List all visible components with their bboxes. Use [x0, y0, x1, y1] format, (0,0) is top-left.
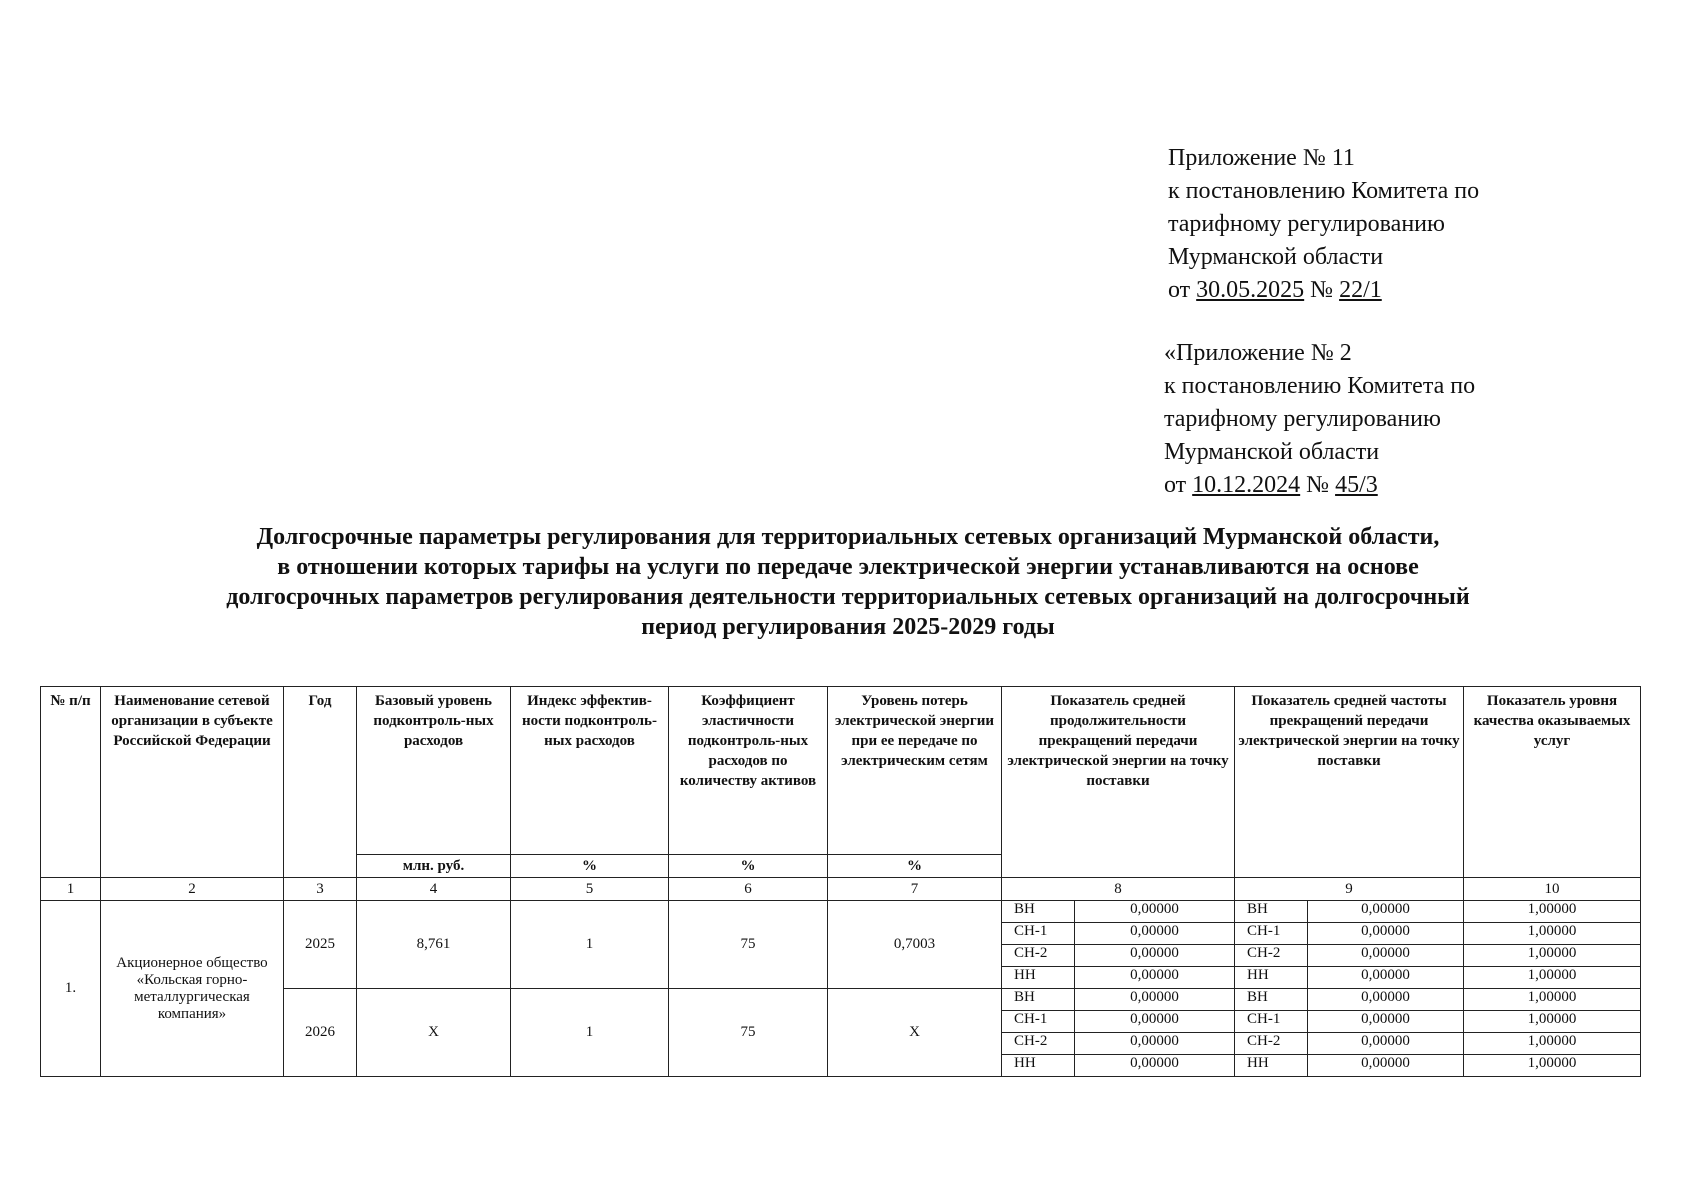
- document-title: [60, 522, 1636, 642]
- title-line: в отношении которых тарифы на услуги по передаче электрической энергии устанавливаются на основе: [277, 554, 1419, 580]
- title-line: долгосрочных параметров регулирования деятельности территориальных сетевых организаций на долгосрочный: [226, 584, 1470, 610]
- year-cell: 2026: [284, 989, 357, 1077]
- voltage-level-cell: НН: [1002, 1055, 1075, 1077]
- appendix-line: Мурманской области: [1164, 439, 1380, 465]
- column-number: 6: [669, 878, 828, 901]
- table-row: [41, 901, 1641, 923]
- voltage-level-cell: СН-1: [1235, 1011, 1308, 1033]
- quality-value-cell: 1,00000: [1464, 967, 1641, 989]
- header-quality: Показатель уровня качества оказываемых услуг: [1464, 687, 1641, 878]
- quality-value-cell: 1,00000: [1464, 1033, 1641, 1055]
- appendix-current: [1168, 142, 1648, 307]
- unit-loss: %: [828, 855, 1002, 878]
- duration-value-cell: 0,00000: [1075, 1033, 1235, 1055]
- title-line: Долгосрочные параметры регулирования для территориальных сетевых организаций Мурманской области,: [256, 524, 1440, 550]
- appendix-line: тарифному регулированию: [1168, 211, 1445, 237]
- unit-coef: %: [669, 855, 828, 878]
- base-level-cell: X: [357, 989, 511, 1077]
- voltage-level-cell: СН-2: [1235, 945, 1308, 967]
- column-number: 3: [284, 878, 357, 901]
- efficiency-index-cell: 1: [511, 989, 669, 1077]
- duration-value-cell: 0,00000: [1075, 1055, 1235, 1077]
- quality-value-cell: 1,00000: [1464, 901, 1641, 923]
- appendix-line: к постановлению Комитета по: [1164, 373, 1476, 399]
- voltage-level-cell: ВН: [1002, 901, 1075, 923]
- voltage-level-cell: СН-2: [1002, 945, 1075, 967]
- parameters-table: [40, 686, 1641, 1077]
- row-number: 1.: [41, 901, 101, 1077]
- frequency-value-cell: 0,00000: [1308, 989, 1464, 1011]
- header-base: Базовый уровень подконтроль-ных расходов: [357, 687, 511, 855]
- header-coef: Коэффициент эластичности подконтроль-ных расходов по количеству активов: [669, 687, 828, 855]
- header-index: Индекс эффектив-ности подконтроль-ных расходов: [511, 687, 669, 855]
- frequency-value-cell: 0,00000: [1308, 1011, 1464, 1033]
- header-org: Наименование сетевой организации в субъекте Российской Федерации: [101, 687, 284, 878]
- elasticity-coef-cell: 75: [669, 989, 828, 1077]
- appendix-date-line: [1164, 469, 1644, 502]
- duration-value-cell: 0,00000: [1075, 967, 1235, 989]
- header-row: [41, 687, 1641, 855]
- date-prefix: от: [1168, 277, 1197, 303]
- frequency-value-cell: 0,00000: [1308, 945, 1464, 967]
- resolution-date: 30.05.2025: [1196, 277, 1305, 303]
- appendix-line: Мурманской области: [1168, 244, 1384, 270]
- quality-value-cell: 1,00000: [1464, 1011, 1641, 1033]
- resolution-number: 22/1: [1339, 277, 1382, 303]
- resolution-number: 45/3: [1335, 472, 1378, 498]
- duration-value-cell: 0,00000: [1075, 989, 1235, 1011]
- voltage-level-cell: ВН: [1235, 989, 1308, 1011]
- loss-level-cell: X: [828, 989, 1002, 1077]
- title-line: период регулирования 2025-2029 годы: [641, 614, 1055, 640]
- voltage-level-cell: НН: [1002, 967, 1075, 989]
- frequency-value-cell: 0,00000: [1308, 1055, 1464, 1077]
- voltage-level-cell: СН-1: [1235, 923, 1308, 945]
- voltage-level-cell: СН-2: [1002, 1033, 1075, 1055]
- appendix-line: «Приложение № 2: [1164, 340, 1352, 366]
- frequency-value-cell: 0,00000: [1308, 901, 1464, 923]
- quality-value-cell: 1,00000: [1464, 923, 1641, 945]
- voltage-level-cell: ВН: [1002, 989, 1075, 1011]
- header-num: № п/п: [41, 687, 101, 878]
- header-frequency: Показатель средней частоты прекращений передачи электрической энергии на точку поставки: [1235, 687, 1464, 878]
- header-loss: Уровень потерь электрической энергии при ее передаче по электрическим сетям: [828, 687, 1002, 855]
- organization-name: Акционерное общество «Кольская горно-металлургическая компания»: [101, 901, 284, 1077]
- quality-value-cell: 1,00000: [1464, 945, 1641, 967]
- unit-index: %: [511, 855, 669, 878]
- quality-value-cell: 1,00000: [1464, 989, 1641, 1011]
- duration-value-cell: 0,00000: [1075, 1011, 1235, 1033]
- column-numbers-row: [41, 878, 1641, 901]
- appendix-original: [1164, 337, 1644, 502]
- base-level-cell: 8,761: [357, 901, 511, 989]
- frequency-value-cell: 0,00000: [1308, 923, 1464, 945]
- voltage-level-cell: НН: [1235, 967, 1308, 989]
- date-prefix: от: [1164, 472, 1193, 498]
- voltage-level-cell: НН: [1235, 1055, 1308, 1077]
- appendix-date-line: [1168, 274, 1648, 307]
- duration-value-cell: 0,00000: [1075, 923, 1235, 945]
- column-number: 7: [828, 878, 1002, 901]
- column-number: 4: [357, 878, 511, 901]
- year-cell: 2025: [284, 901, 357, 989]
- voltage-level-cell: СН-2: [1235, 1033, 1308, 1055]
- column-number: 9: [1235, 878, 1464, 901]
- header-duration: Показатель средней продолжительности прекращений передачи электрической энергии на точку поставки: [1002, 687, 1235, 878]
- duration-value-cell: 0,00000: [1075, 945, 1235, 967]
- column-number: 5: [511, 878, 669, 901]
- column-number: 10: [1464, 878, 1641, 901]
- duration-value-cell: 0,00000: [1075, 901, 1235, 923]
- elasticity-coef-cell: 75: [669, 901, 828, 989]
- appendix-line: Приложение № 11: [1168, 145, 1355, 171]
- column-number: 8: [1002, 878, 1235, 901]
- resolution-date: 10.12.2024: [1192, 472, 1301, 498]
- voltage-level-cell: ВН: [1235, 901, 1308, 923]
- header-year: Год: [284, 687, 357, 878]
- column-number: 1: [41, 878, 101, 901]
- frequency-value-cell: 0,00000: [1308, 967, 1464, 989]
- number-prefix: №: [1300, 472, 1336, 498]
- appendix-line: к постановлению Комитета по: [1168, 178, 1480, 204]
- number-prefix: №: [1304, 277, 1340, 303]
- loss-level-cell: 0,7003: [828, 901, 1002, 989]
- frequency-value-cell: 0,00000: [1308, 1033, 1464, 1055]
- efficiency-index-cell: 1: [511, 901, 669, 989]
- quality-value-cell: 1,00000: [1464, 1055, 1641, 1077]
- voltage-level-cell: СН-1: [1002, 1011, 1075, 1033]
- appendix-line: тарифному регулированию: [1164, 406, 1441, 432]
- column-number: 2: [101, 878, 284, 901]
- unit-base: млн. руб.: [357, 855, 511, 878]
- voltage-level-cell: СН-1: [1002, 923, 1075, 945]
